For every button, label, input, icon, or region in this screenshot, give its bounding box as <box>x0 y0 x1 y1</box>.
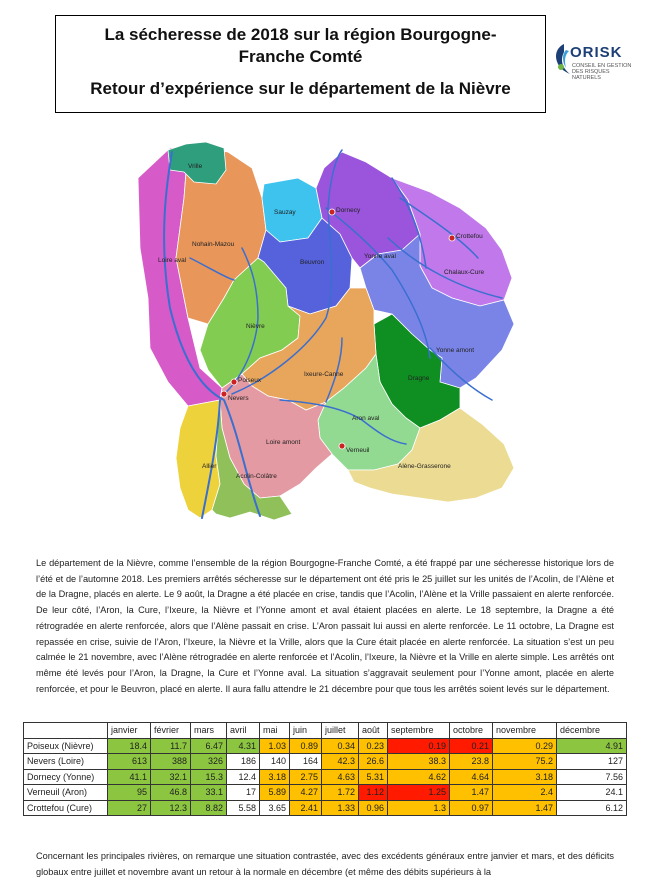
map-label-chalaux-cure: Chalaux-Cure <box>444 269 485 276</box>
table-cell-value: 27 <box>108 800 151 816</box>
table-header-month: avril <box>227 723 260 739</box>
nievre-hydro-map <box>130 138 530 520</box>
table-cell-value: 5.89 <box>260 785 290 801</box>
table-cell-value: 4.31 <box>227 738 260 754</box>
flow-table <box>23 722 627 816</box>
body-paragraph: Le département de la Nièvre, comme l’ensemble de la région Bourgogne-Franche Comté, a été frappé par une sécheresse historique lors de l’été et de l’automne 2018. Les premiers arrêtés sécheresse sur le département ont été pris le 25 juillet sur les unités de l’Acolin, de l’Alène et de la Dragne, placés en alerte. Le 9 août, la Dragne a été placée en crise, tandis que l’Acolin, l’Alène et la Vrille passaient en alerte renforcée. De leur côté, l’Aron, la Cure, l’Ixeure, la Nièvre et l’Yonne amont et aval étaient placées en alerte. Le 18 septembre, la Dragne a été rétrogradée en alerte renforcée, alors que l’Alène passait en crise. L’Aron passait lui aussi en alerte renforcée. Le 11 octobre, La Dragne est repassée en crise, suivie de l’Aron, l’Ixeure, la Nièvre et la Vrille, alors que la Cure était placée en alerte renforcée. La situation s’est un peu calmée le 21 novembre, avec l’Alène rétrogradée en alerte renforcée et l’Acolin, l’Ixeure, la Nièvre et la Vrille en alerte simple. Les arrêtés ont même été levés pour l’Aron, la Dragne, la Cure et l’Yonne aval. La situation s’aggravait seulement pour l’Yonne amont, placée en alerte renforcée, et pour le Beuvron, placé en alerte. Il aura fallu attendre le 21 décembre pour que tous les arrêtés soient levés sur le département. <box>36 558 614 694</box>
table-cell-value: 0.34 <box>322 738 359 754</box>
map-label-ixeure-canne: Ixeure-Canne <box>304 371 344 378</box>
table-cell-value: 140 <box>260 754 290 770</box>
table-row <box>24 738 627 754</box>
orisk-logo <box>552 40 632 80</box>
table-cell-value: 3.18 <box>260 769 290 785</box>
table-row <box>24 769 627 785</box>
table-row <box>24 800 627 816</box>
table-cell-value: 8.82 <box>191 800 227 816</box>
table-cell-value: 7.56 <box>557 769 627 785</box>
table-cell-value: 4.27 <box>290 785 322 801</box>
table-cell-station: Dornecy (Yonne) <box>24 769 108 785</box>
table-cell-value: 17 <box>227 785 260 801</box>
table-cell-value: 1.33 <box>322 800 359 816</box>
table-cell-value: 1.47 <box>493 800 557 816</box>
map-label-dornecy: Dornecy <box>336 207 361 214</box>
map-label-beuvron: Beuvron <box>300 259 325 266</box>
table-cell-value: 26.6 <box>359 754 388 770</box>
table-cell-value: 1.12 <box>359 785 388 801</box>
orisk-logo-tagline: CONSEIL EN GESTION DES RISQUES NATURELS <box>572 63 632 81</box>
table-cell-value: 1.03 <box>260 738 290 754</box>
table-header-month: septembre <box>388 723 450 739</box>
table-cell-value: 0.89 <box>290 738 322 754</box>
table-header-month: juillet <box>322 723 359 739</box>
table-cell-value: 2.75 <box>290 769 322 785</box>
table-header-month: août <box>359 723 388 739</box>
map-label-vrille: Vrille <box>188 163 203 170</box>
map-label-loire-amont: Loire amont <box>266 439 301 446</box>
table-cell-value: 0.97 <box>450 800 493 816</box>
table-cell-value: 38.3 <box>388 754 450 770</box>
table-cell-value: 388 <box>151 754 191 770</box>
table-cell-value: 23.8 <box>450 754 493 770</box>
table-cell-value: 15.3 <box>191 769 227 785</box>
table-header-station <box>24 723 108 739</box>
table-cell-value: 1.72 <box>322 785 359 801</box>
table-header-month: mars <box>191 723 227 739</box>
table-cell-value: 127 <box>557 754 627 770</box>
table-cell-value: 24.1 <box>557 785 627 801</box>
title-box <box>55 15 546 113</box>
table-cell-value: 4.63 <box>322 769 359 785</box>
table-header-month: mai <box>260 723 290 739</box>
table-cell-value: 186 <box>227 754 260 770</box>
map-label-acolin-colatre: Acolin-Colâtre <box>236 473 277 480</box>
table-cell-value: 6.47 <box>191 738 227 754</box>
table-header-month: janvier <box>108 723 151 739</box>
station-crottefou-marker <box>449 235 455 241</box>
table-cell-value: 613 <box>108 754 151 770</box>
table-cell-value: 5.58 <box>227 800 260 816</box>
map-label-nevers: Nevers <box>228 395 249 402</box>
table-cell-station: Verneuil (Aron) <box>24 785 108 801</box>
map-label-sauzay: Sauzay <box>274 209 296 216</box>
table-cell-value: 4.64 <box>450 769 493 785</box>
conclusion-paragraph: Concernant les principales rivières, on remarque une situation contrastée, avec des excédents généraux entre janvier et mars, et des déficits globaux entre juillet et novembre avant un retour à la normale en décembre (et même des débits supérieurs à la <box>36 851 614 877</box>
table-cell-value: 41.1 <box>108 769 151 785</box>
table-header-month: juin <box>290 723 322 739</box>
map-label-yonne-aval: Yonne aval <box>364 253 396 260</box>
table-cell-value: 0.96 <box>359 800 388 816</box>
map-label-aron-aval: Aron aval <box>352 415 380 422</box>
table-header-row <box>24 723 627 739</box>
orisk-logo-icon <box>552 42 572 76</box>
table-cell-value: 42.3 <box>322 754 359 770</box>
table-cell-value: 12.3 <box>151 800 191 816</box>
table-row <box>24 754 627 770</box>
table-cell-value: 2.4 <box>493 785 557 801</box>
table-cell-station: Poiseux (Nièvre) <box>24 738 108 754</box>
table-cell-station: Nevers (Loire) <box>24 754 108 770</box>
map-label-poiseux: Poiseux <box>238 377 262 384</box>
map-label-yonne-amont: Yonne amont <box>436 347 475 354</box>
table-cell-value: 0.21 <box>450 738 493 754</box>
table-cell-value: 46.8 <box>151 785 191 801</box>
table-cell-value: 32.1 <box>151 769 191 785</box>
table-header-month: décembre <box>557 723 627 739</box>
table-header-month: octobre <box>450 723 493 739</box>
table-cell-value: 5.31 <box>359 769 388 785</box>
table-cell-value: 18.4 <box>108 738 151 754</box>
table-cell-value: 1.3 <box>388 800 450 816</box>
orisk-logo-name: ORISK <box>570 44 623 61</box>
map-label-loire-aval: Loire aval <box>158 257 187 264</box>
table-header-month: novembre <box>493 723 557 739</box>
table-cell-value: 75.2 <box>493 754 557 770</box>
table-cell-value: 0.23 <box>359 738 388 754</box>
map-label-dragne: Dragne <box>408 375 430 382</box>
table-cell-value: 3.65 <box>260 800 290 816</box>
station-poiseux-marker <box>231 379 237 385</box>
map-label-nohain-mazou: Nohain-Mazou <box>192 241 235 248</box>
station-verneuil-marker <box>339 443 345 449</box>
table-cell-value: 164 <box>290 754 322 770</box>
map-label-nievre: Nièvre <box>246 323 265 330</box>
document-subtitle: Retour d’expérience sur le département de la Nièvre <box>90 79 511 98</box>
table-cell-value: 11.7 <box>151 738 191 754</box>
table-cell-value: 6.12 <box>557 800 627 816</box>
table-cell-value: 95 <box>108 785 151 801</box>
table-cell-value: 1.25 <box>388 785 450 801</box>
table-cell-value: 4.62 <box>388 769 450 785</box>
map-label-allier: Allier <box>202 463 217 470</box>
document-title: La sécheresse de 2018 sur la région Bourgogne-Franche Comté <box>104 25 497 66</box>
station-dornecy-marker <box>329 209 335 215</box>
table-cell-value: 1.47 <box>450 785 493 801</box>
table-cell-value: 2.41 <box>290 800 322 816</box>
table-cell-value: 12.4 <box>227 769 260 785</box>
table-cell-value: 33.1 <box>191 785 227 801</box>
table-cell-value: 0.29 <box>493 738 557 754</box>
table-header-month: février <box>151 723 191 739</box>
table-cell-value: 4.91 <box>557 738 627 754</box>
map-label-crottefou: Crottefou <box>456 233 483 240</box>
map-label-verneuil: Verneuil <box>346 447 370 454</box>
table-row <box>24 785 627 801</box>
table-cell-station: Crottefou (Cure) <box>24 800 108 816</box>
station-nevers-marker <box>221 391 227 397</box>
table-cell-value: 0.19 <box>388 738 450 754</box>
table-cell-value: 326 <box>191 754 227 770</box>
map-label-alene-grasserone: Alène-Grasserone <box>398 463 451 470</box>
table-cell-value: 3.18 <box>493 769 557 785</box>
